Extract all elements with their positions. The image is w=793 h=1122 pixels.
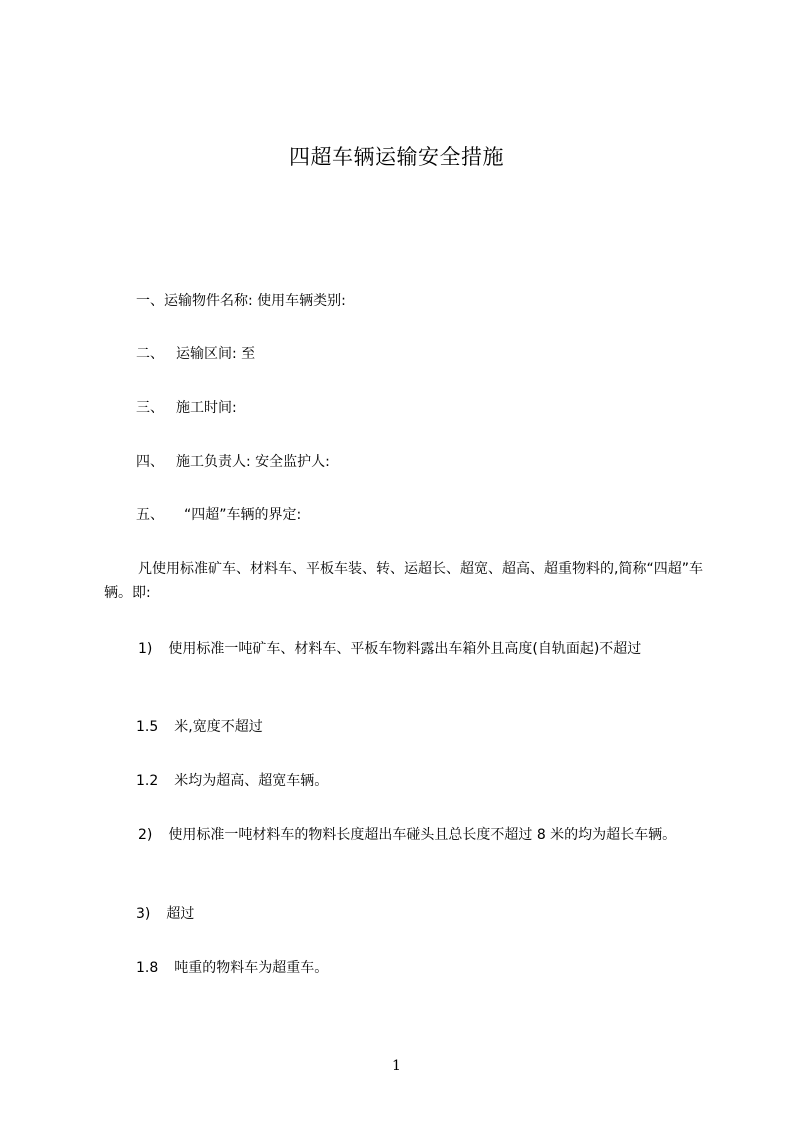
section-text: 施工时间: <box>176 400 237 416</box>
item-1 <box>104 637 704 661</box>
item-text: 使用标准一吨矿车、材料车、平板车物料露出车箱外且高度(自轨面起)不超过 <box>168 641 642 657</box>
section-text: 施工负责人: 安全监护人: <box>176 454 330 470</box>
item-1-8 <box>136 958 328 978</box>
section-3 <box>136 398 237 418</box>
item-2 <box>104 823 704 847</box>
section-number: 四、 <box>136 454 164 470</box>
item-text: 米,宽度不超过 <box>174 719 263 735</box>
section-text: 运输区间: 至 <box>176 346 256 362</box>
document-title: 四超车辆运输安全措施 <box>289 145 504 169</box>
item-number: 1.5 <box>136 719 159 735</box>
item-1-2 <box>136 771 328 791</box>
section-text: 运输物件名称: 使用车辆类别: <box>164 293 346 309</box>
section-4 <box>136 452 330 472</box>
page-number: 1 <box>392 1058 401 1074</box>
section-number: 三、 <box>136 400 164 416</box>
item-number: 1.2 <box>136 773 159 789</box>
item-text: 吨重的物料车为超重车。 <box>174 960 329 976</box>
section-number: 一、 <box>136 293 164 309</box>
item-3 <box>136 904 194 924</box>
item-text: 使用标准一吨材料车的物料长度超出车碰头且总长度不超过 8 米的均为超长车辆。 <box>168 827 677 843</box>
section-5 <box>136 505 301 525</box>
section-2 <box>136 344 255 364</box>
item-number: 3) <box>136 906 151 922</box>
item-text: 米均为超高、超宽车辆。 <box>174 773 329 789</box>
definition-paragraph: 凡使用标准矿车、材料车、平板车装、转、运超长、超宽、超高、超重物料的,简称“四超”车辆。即: <box>104 561 703 601</box>
section-number: 二、 <box>136 346 164 362</box>
section-1 <box>136 291 346 311</box>
item-number: 2) <box>138 827 153 843</box>
section-number: 五、 <box>136 507 164 523</box>
item-number: 1) <box>138 641 153 657</box>
item-1-5 <box>136 717 263 737</box>
item-text: 超过 <box>166 906 195 922</box>
item-number: 1.8 <box>136 960 159 976</box>
section-text: “四超”车辆的界定: <box>184 507 302 523</box>
